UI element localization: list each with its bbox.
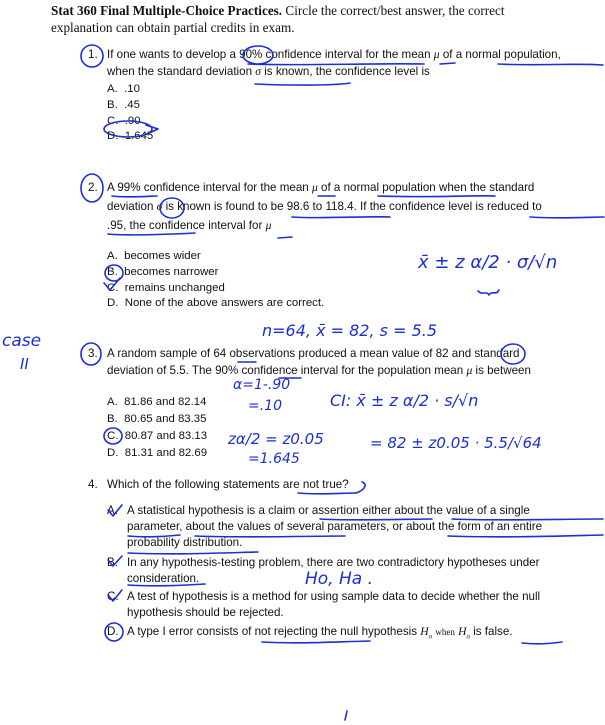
q3-option-b[interactable]: B. 80.65 and 83.35 bbox=[107, 413, 207, 425]
annotation-q3-z-value: =1.645 bbox=[248, 451, 300, 467]
q1-option-d[interactable]: D. 1.645 bbox=[107, 130, 154, 143]
q4-option-b-letter[interactable]: B. bbox=[107, 556, 118, 569]
q1-number: 1. bbox=[88, 48, 98, 61]
annotation-q3-ci: CI: x̄ ± z α/2 · s/√n bbox=[330, 391, 479, 410]
q1-underline-known bbox=[255, 83, 350, 85]
annotation-q3-given: n=64, x̄ = 82, s = 5.5 bbox=[262, 321, 438, 340]
annotation-q3-z: zα/2 = z0.05 bbox=[228, 430, 324, 448]
q3-options bbox=[107, 394, 207, 462]
q4-underline-curl bbox=[356, 482, 365, 493]
q3-option-a[interactable]: A. 81.86 and 82.14 bbox=[107, 396, 207, 408]
instructions: Circle the correct/best answer, the correct bbox=[285, 3, 505, 18]
q4-option-b[interactable]: In any hypothesis-testing problem, there are two contradictory hypotheses under consideration. bbox=[127, 556, 540, 585]
q3-option-d[interactable]: D. 81.31 and 82.69 bbox=[107, 447, 208, 459]
annotation-q3-calc: = 82 ± z0.05 · 5.5/√64 bbox=[370, 434, 542, 452]
q4-underline-distribution bbox=[128, 552, 258, 554]
annotation-q2-formula: x̄ ± z α/2 · σ/√n bbox=[418, 252, 558, 273]
q4-option-a-letter[interactable]: A. bbox=[107, 504, 118, 517]
q4-option-c-letter[interactable]: C. bbox=[107, 590, 119, 603]
q1-stem-line1: If one wants to develop a 90% confidence interval for the mean μ of a normal population, bbox=[107, 48, 561, 61]
q2-underline-reduced bbox=[530, 217, 604, 218]
q2-stem-line3: .95, the confidence interval for μ bbox=[107, 219, 272, 232]
q2-underline-99 bbox=[112, 196, 157, 197]
q2-w-mark bbox=[478, 290, 499, 295]
q4-option-d[interactable]: A type I error consists of not rejecting the null hypothesis $H_o$ when $H_o$ is false. bbox=[127, 625, 513, 641]
annotation-case: case bbox=[2, 331, 42, 351]
q2-option-a[interactable]: A. becomes wider bbox=[107, 250, 201, 262]
page-header bbox=[51, 2, 599, 36]
q1-underline-normal bbox=[498, 64, 603, 65]
q1-option-a[interactable]: A. .10 bbox=[107, 83, 140, 95]
q3-stem-line1: A random sample of 64 observations produced a mean value of 82 and standard bbox=[107, 347, 520, 360]
q2-options bbox=[107, 249, 324, 312]
q3-option-c[interactable]: C. 80.87 and 83.13 bbox=[107, 430, 208, 442]
q2-stem-line2: deviation σ is known is found to be 98.6 to 118.4. If the confidence level is reduced to bbox=[107, 200, 542, 213]
q2-option-b[interactable]: B. becomes narrower bbox=[107, 265, 219, 278]
q4-option-d-letter[interactable]: D. bbox=[107, 625, 119, 638]
q4-option-c[interactable]: A test of hypothesis is a method for using sample data to decide whether the null hypothesis should be rejected. bbox=[127, 590, 541, 619]
q3-number: 3. bbox=[88, 347, 98, 360]
stray-mark bbox=[345, 711, 347, 720]
q2-option-c[interactable]: C. remains unchanged bbox=[107, 281, 225, 294]
q4-stem: Which of the following statements are not true? bbox=[107, 478, 349, 491]
q2-number: 2. bbox=[88, 181, 98, 194]
q4-option-a[interactable]: A statistical hypothesis is a claim or assertion either about the value of a single parameter, about the values of several parameters, or about the form of an entire probability distribution. bbox=[127, 504, 543, 549]
instructions-cont: explanation can obtain partial credits in exam. bbox=[51, 20, 295, 35]
q2-underline-range bbox=[292, 217, 390, 218]
q1-option-c[interactable]: C. .90 bbox=[107, 114, 141, 127]
q1-option-b[interactable]: B. .45 bbox=[107, 98, 140, 111]
q1-options bbox=[107, 82, 153, 145]
annotation-q3-alpha: α=1-.90 bbox=[233, 377, 291, 393]
annotation-case-number: II bbox=[20, 355, 29, 373]
q1-stem-line2: when the standard deviation σ is known, the confidence level is bbox=[107, 65, 430, 78]
q1-underline-mu bbox=[440, 63, 455, 64]
q2-option-d[interactable]: D. None of the above answers are correct. bbox=[107, 297, 325, 310]
q2-underline-mu2 bbox=[278, 237, 292, 238]
q4-underline-false bbox=[522, 642, 562, 644]
page-title: Stat 360 Final Multiple-Choice Practices. bbox=[51, 3, 283, 18]
q4-number: 4. bbox=[88, 478, 98, 491]
q3-stem-line2: deviation of 5.5. The 90% confidence interval for the population mean μ is between bbox=[107, 364, 531, 377]
q4-underline-not-true bbox=[298, 493, 356, 494]
q2-stem-line1: A 99% confidence interval for the mean μ of a normal population when the standard bbox=[107, 181, 535, 194]
annotation-q4-hypotheses: Ho, Ha . bbox=[305, 569, 373, 589]
annotation-q3-alpha-value: =.10 bbox=[248, 398, 282, 414]
